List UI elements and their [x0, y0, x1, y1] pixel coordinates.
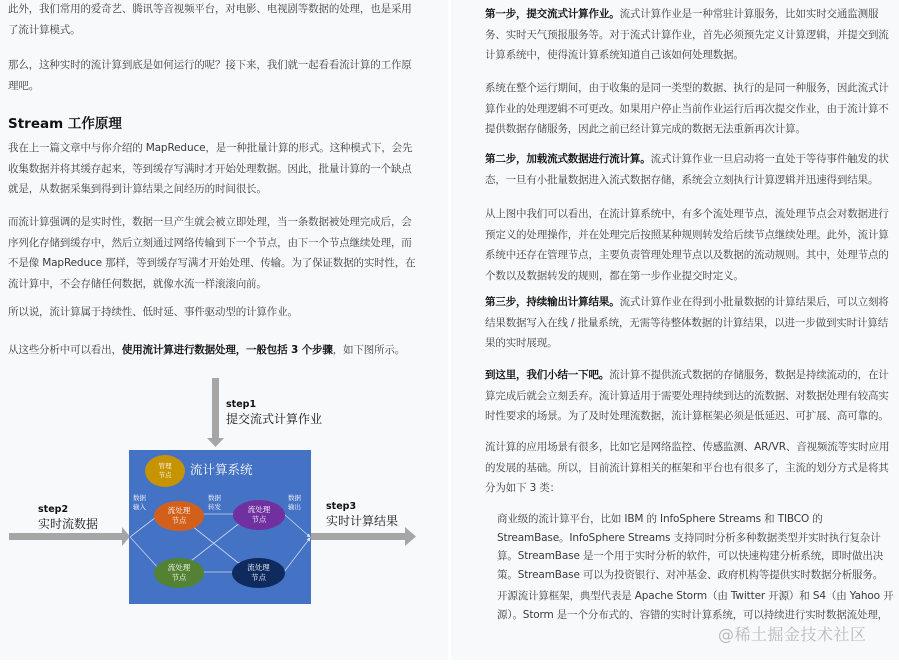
data-output-label: 数据 输出	[288, 494, 301, 511]
processing-node-green: 流处理 节点	[154, 558, 204, 588]
stream-diagram	[0, 360, 448, 610]
step1-label: step1 提交流式计算作业	[226, 399, 323, 426]
stream-system-box	[129, 450, 311, 604]
watermark: @稀土掘金技术社区	[718, 625, 867, 644]
paragraph-step1: 第一步，提交流式计算作业。流式计算作业是一种常驻计算服务，比如实时交通监测服务、实时天气预报服务等。对于流式计算作业，首先必须预先定义计算逻辑，并提交到流计算系统中，使得流计算系统知道自己该如何处理数据。	[485, 8, 889, 61]
data-input-label: 数据 输入	[133, 494, 146, 511]
list-item-commercial: 商业级的流计算平台，比如 IBM 的 InfoSphere Streams 和 TIBCO 的 StreamBase。InfoSphere Streams 支持同时分析多种数据类型并实时执行复杂计算。StreamBase 是一个用于实时分析的软件，可以快速构建分析系统，即时做出决策。StreamBase 可以为投资银行、对冲基金、政府机构等提供实时数据分析服务。	[497, 513, 884, 581]
manager-node: 管理 节点	[145, 455, 185, 487]
paragraph-step2: 第二步，加载流式数据进行流计算。流式计算作业一旦启动将一直处于等待事件触发的状态，一旦有小批量数据进入流式数据存储，系统会立刻执行计算逻辑并迅速得到结果。	[485, 153, 889, 186]
data-forward-label: 数据 转发	[208, 494, 221, 511]
processing-node-orange: 流处理 节点	[154, 501, 204, 531]
paragraph-realtime: 而流计算强调的是实时性，数据一旦产生就会被立即处理，当一条数据被处理完成后，会序列化存储到缓存中，然后立刻通过网络传输到下一个节点，由下一个节点继续处理，而不是像 MapReduce 那样，等到缓存写满才开始处理、传输。为了保证数据的实时性，在流计算中，不会存储任何数据，就像水流一样滚滚向前。	[8, 216, 416, 290]
paragraph-step3: 第三步，持续输出计算结果。流式计算作业在得到小批量数据的计算结果后，可以立刻将结果数据写入在线 / 批量系统，无需等待整体数据的计算结果，以进一步做到实时计算结果的实时展现。	[485, 296, 889, 349]
step3-label: step3 实时计算结果	[326, 501, 399, 528]
paragraph-system-runtime: 系统在整个运行期间，由于收集的是同一类型的数据、执行的是同一种服务，因此流式计算作业的处理逻辑不可更改。如果用户停止当前作业运行后再次提交作业，由于流计算不提供数据存储服务，因此之前已经计算完成的数据无法重新再次计算。	[485, 82, 889, 135]
paragraph-mapreduce: 我在上一篇文章中与你介绍的 MapReduce，是一种批量计算的形式。这种模式下，会先收集数据并将其缓存起来，等到缓存写满时才开始处理数据。因此，批量计算的一个缺点就是，从数据采集到得到计算结果之间经历的时间很长。	[8, 142, 413, 195]
section-heading: Stream 工作原理	[8, 116, 122, 132]
paragraph-conclusion: 到这里，我们小结一下吧。流计算不提供流式数据的存储服务，数据是持续流动的，在计算完成后就会立刻丢弃。流计算适用于需要处理持续到达的流数据、对数据处理有较高实时性要求的场景。为了及时处理流数据，流计算框架必须是低延迟、可扩展、高可靠的。	[485, 369, 889, 422]
processing-node-purple: 流处理 节点	[233, 500, 285, 530]
paragraph-intro: 此外，我们常用的爱奇艺、腾讯等音视频平台，对电影、电视剧等数据的处理，也是采用了流计算模式。	[8, 3, 412, 36]
paragraph-steps: 从这些分析中可以看出，使用流计算进行数据处理，一般包括 3 个步骤，如下图所示。	[8, 344, 406, 356]
system-title: 流计算系统	[190, 462, 253, 477]
processing-node-navy: 流处理 节点	[232, 558, 285, 588]
list-item-open-source: 开源流计算框架，典型代表是 Apache Storm（由 Twitter 开源）和 S4（由 Yahoo 开源）。Storm 是一个分布式的、容错的实时计算系统，可以持续进行实时数据流处理，	[497, 590, 894, 621]
paragraph-summary: 所以说，流计算属于持续性、低时延、事件驱动型的计算作业。	[8, 306, 298, 318]
right-page	[451, 0, 899, 660]
step2-label: step2 实时流数据	[38, 504, 99, 531]
paragraph-question: 那么，这种实时的流计算到底是如何运行的呢？接下来，我们就一起看看流计算的工作原理吧。	[8, 59, 412, 92]
left-page	[0, 0, 448, 660]
paragraph-applications: 流计算的应用场景有很多，比如它是网络监控、传感监测、AR/VR、音视频流等实时应用的发展的基础。所以，目前流计算相关的框架和平台也有很多了，主流的划分方式是将其分为如下 3 类：	[485, 441, 890, 494]
paragraph-nodes: 从上图中我们可以看出，在流计算系统中，有多个流处理节点，流处理节点会对数据进行预定义的处理操作，并在处理完后按照某种规则转发给后续节点继续处理。此外，流计算系统中还存在管理节点，主要负责管理处理节点以及数据的流动规则。其中，处理节点的个数以及数据转发的规则，都在第一步作业提交时定义。	[485, 208, 889, 282]
